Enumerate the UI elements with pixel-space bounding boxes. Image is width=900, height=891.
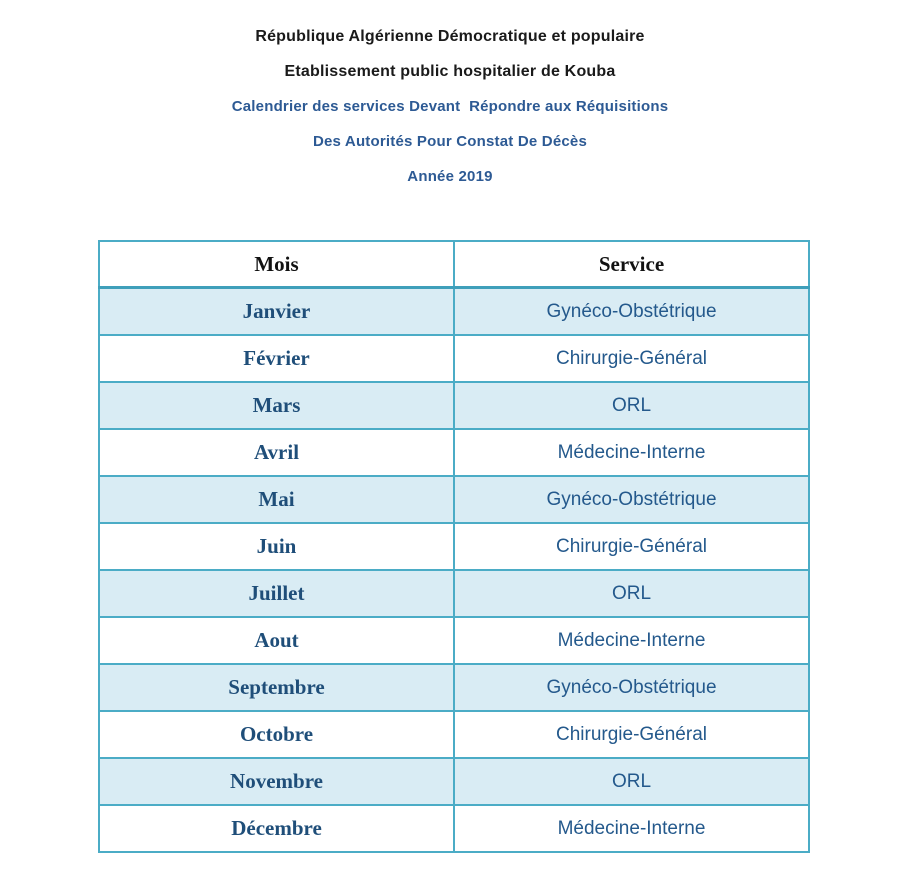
table-row — [99, 288, 809, 336]
header-row — [99, 241, 809, 288]
header-line-calendar: Calendrier des services Devant Répondre aux Réquisitions — [231, 98, 669, 115]
service-cell: Médecine-Interne — [454, 617, 809, 664]
month-cell: Juin — [99, 523, 454, 570]
month-cell: Décembre — [99, 805, 454, 852]
header-line-authority: Des Autorités Pour Constat De Décès — [312, 133, 587, 150]
service-cell: Médecine-Interne — [454, 805, 809, 852]
month-cell: Juillet — [99, 570, 454, 617]
month-cell: Mai — [99, 476, 454, 523]
table-row — [99, 664, 809, 711]
month-cell: Janvier — [99, 288, 454, 336]
table-row — [99, 335, 809, 382]
header-line-year: Année 2019 — [407, 168, 493, 185]
month-cell: Février — [99, 335, 454, 382]
table-row — [99, 617, 809, 664]
service-cell: ORL — [454, 382, 809, 429]
table-row — [99, 711, 809, 758]
header-line-hospital: Etablissement public hospitalier de Kouba — [284, 63, 616, 80]
table-row — [99, 523, 809, 570]
service-cell: ORL — [454, 758, 809, 805]
calendar-table-body — [99, 288, 809, 853]
month-cell: Novembre — [99, 758, 454, 805]
month-cell: Aout — [99, 617, 454, 664]
table-row — [99, 570, 809, 617]
table-row — [99, 382, 809, 429]
column-header-service: Service — [454, 241, 809, 288]
service-cell: Gynéco-Obstétrique — [454, 476, 809, 523]
month-cell: Septembre — [99, 664, 454, 711]
month-cell: Avril — [99, 429, 454, 476]
service-cell: Médecine-Interne — [454, 429, 809, 476]
service-cell: Gynéco-Obstétrique — [454, 664, 809, 711]
month-cell: Octobre — [99, 711, 454, 758]
table-row — [99, 429, 809, 476]
calendar-table — [98, 240, 810, 853]
table-row — [99, 476, 809, 523]
table-row — [99, 805, 809, 852]
column-header-mois: Mois — [99, 241, 454, 288]
service-cell: Chirurgie-Général — [454, 523, 809, 570]
document-header — [0, 0, 900, 186]
service-cell: ORL — [454, 570, 809, 617]
service-cell: Chirurgie-Général — [454, 711, 809, 758]
service-cell: Chirurgie-Général — [454, 335, 809, 382]
calendar-table-head — [99, 241, 809, 288]
table-row — [99, 758, 809, 805]
month-cell: Mars — [99, 382, 454, 429]
service-cell: Gynéco-Obstétrique — [454, 288, 809, 336]
header-line-republic: République Algérienne Démocratique et populaire — [255, 28, 645, 45]
